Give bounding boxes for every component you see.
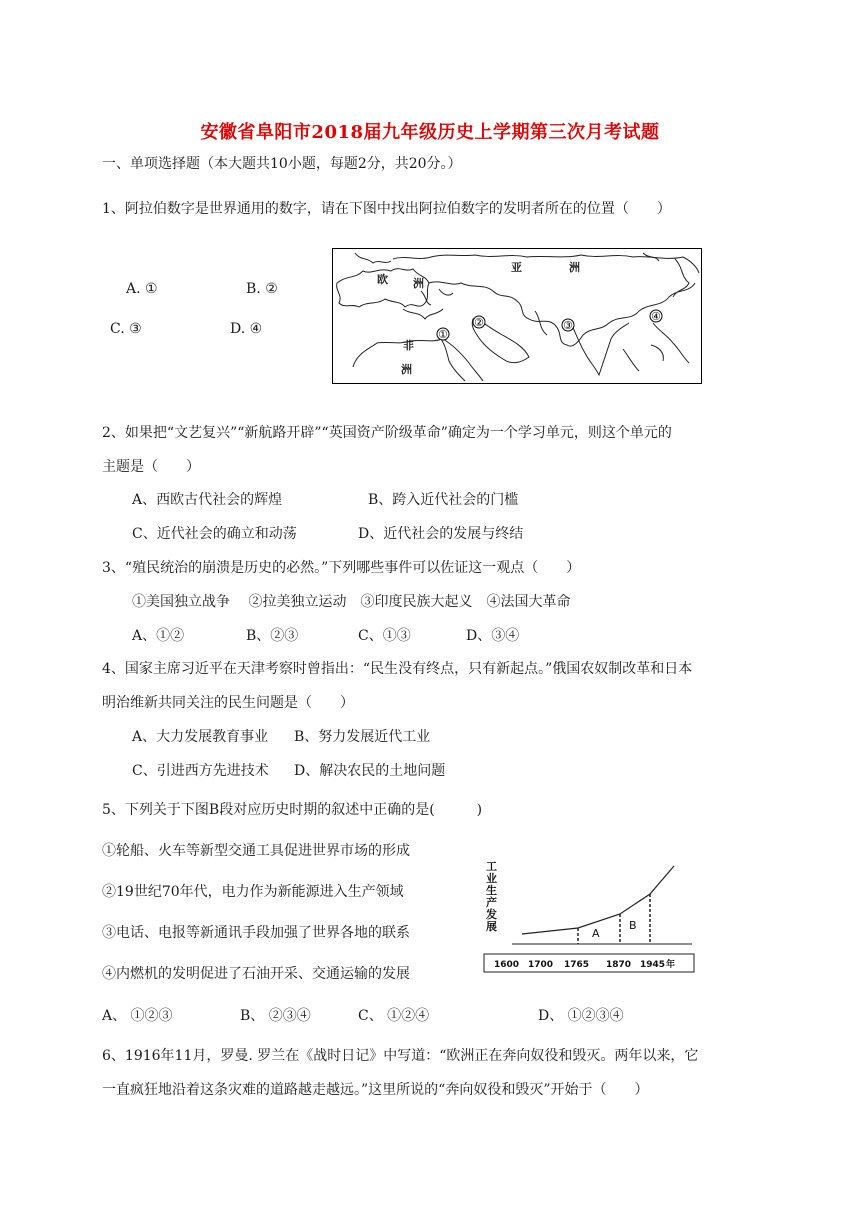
chart-ylabel-char-3: 生: [486, 884, 497, 897]
map-label-asia-1: 亚: [511, 261, 522, 274]
q4-stem-line1: 4、国家主席习近平在天津考察时曾指出：“民生没有终点，只有新起点。”俄国农奴制改革和日本: [102, 661, 693, 677]
section-heading: 一、单项选择题（本大题共10小题，每题2分，共20分。）: [102, 156, 462, 172]
chart-curve: [522, 866, 674, 934]
q2-option-d: D、近代社会的发展与终结: [358, 526, 524, 542]
map-marker-2: ②: [474, 316, 484, 329]
q2-option-a: A、西欧古代社会的辉煌: [132, 492, 283, 508]
chart-xlabel-1765: 1765: [564, 960, 590, 970]
map-label-asia-2: 洲: [569, 261, 580, 274]
q1-stem: 1、阿拉伯数字是世界通用的数字，请在下图中找出阿拉伯数字的发明者所在的位置（ ）: [102, 201, 671, 217]
q4-option-c: C、引进西方先进技术: [132, 763, 269, 779]
q2-option-b: B、跨入近代社会的门槛: [368, 492, 519, 508]
q5-item-4: ④内燃机的发明促进了石油开采、交通运输的发展: [102, 966, 410, 982]
q5-option-d: D、 ①②③④: [538, 1008, 624, 1024]
map-marker-1: ①: [438, 328, 448, 341]
q2-stem-line1: 2、如果把“文艺复兴”“新航路开辟”“英国资产阶级革命”确定为一个学习单元，则这个单元的: [102, 425, 672, 441]
q4-option-d: D、解决农民的土地问题: [294, 763, 446, 779]
q5-item-2: ②19世纪70年代，电力作为新能源进入生产领域: [102, 884, 404, 900]
q1-option-c: C. ③: [110, 321, 142, 337]
chart-xlabel-1600: 1600: [494, 960, 520, 970]
q2-stem-line2: 主题是（ ）: [102, 459, 200, 475]
map-marker-3: ③: [563, 319, 573, 332]
chart-xlabel-1870: 1870: [606, 960, 632, 970]
q2-option-c: C、近代社会的确立和动荡: [132, 526, 297, 542]
q1-option-d: D. ④: [230, 321, 263, 337]
q3-option-a: A、①②: [132, 628, 185, 644]
q3-option-d: D、③④: [466, 628, 520, 644]
q3-items: ①美国独立战争 ②拉美独立运动 ③印度民族大起义 ④法国大革命: [132, 594, 571, 610]
q5-option-c: C、 ①②④: [358, 1008, 430, 1024]
q4-option-a: A、大力发展教育事业: [132, 729, 269, 745]
q5-option-a: A、 ①②③: [102, 1008, 173, 1024]
q5-stem: 5、下列关于下图B段对应历史时期的叙述中正确的是( ): [102, 802, 483, 818]
world-map: [332, 248, 702, 384]
q1-option-a: A. ①: [126, 281, 158, 297]
chart-segment-a: A: [592, 927, 600, 940]
q5-item-3: ③电话、电报等新通讯手段加强了世界各地的联系: [102, 925, 410, 941]
q6-stem-line2: 一直疯狂地沿着这条灾难的道路越走越远。”这里所说的“奔向奴役和毁灭”开始于（ ）: [102, 1082, 649, 1098]
industrial-development-chart: [478, 850, 698, 978]
q1-option-b: B. ②: [246, 281, 278, 297]
chart-xlabel-1945: 1945: [640, 960, 666, 970]
map-marker-4: ④: [651, 310, 661, 323]
page-title: 安徽省阜阳市2018届九年级历史上学期第三次月考试题: [200, 122, 660, 143]
map-outline: [333, 249, 701, 383]
q4-stem-line2: 明治维新共同关注的民生问题是（ ）: [102, 695, 354, 711]
chart-xlabel-1700: 1700: [528, 960, 554, 970]
q3-option-c: C、①③: [358, 628, 411, 644]
q5-option-b: B、 ②③④: [240, 1008, 311, 1024]
q6-stem-line1: 6、1916年11月，罗曼. 罗兰在《战时日记》中写道：“欧洲正在奔向奴役和毁灭。两年以来，它: [102, 1048, 699, 1064]
q4-option-b: B、努力发展近代工业: [294, 729, 431, 745]
q5-item-1: ①轮船、火车等新型交通工具促进世界市场的形成: [102, 843, 410, 859]
map-label-europe-1: 欧: [377, 273, 388, 286]
q3-option-b: B、②③: [246, 628, 299, 644]
chart-segment-b: B: [629, 919, 637, 932]
map-label-africa-1: 非: [403, 339, 414, 352]
chart-ylabel-char-6: 展: [486, 920, 497, 933]
chart-svg: [478, 850, 698, 978]
map-label-europe-2: 洲: [413, 277, 424, 290]
q3-stem: 3、“殖民统治的崩溃是历史的必然。”下列哪些事件可以佐证这一观点（ ）: [102, 560, 581, 576]
chart-ylabel-char-2: 业: [486, 872, 497, 885]
map-label-africa-2: 洲: [401, 363, 412, 376]
chart-ylabel-char-4: 产: [486, 896, 497, 909]
chart-ylabel-char-5: 发: [486, 908, 497, 921]
chart-xlabel-unit: 年: [666, 960, 676, 970]
chart-ylabel-char-1: 工: [486, 860, 497, 873]
